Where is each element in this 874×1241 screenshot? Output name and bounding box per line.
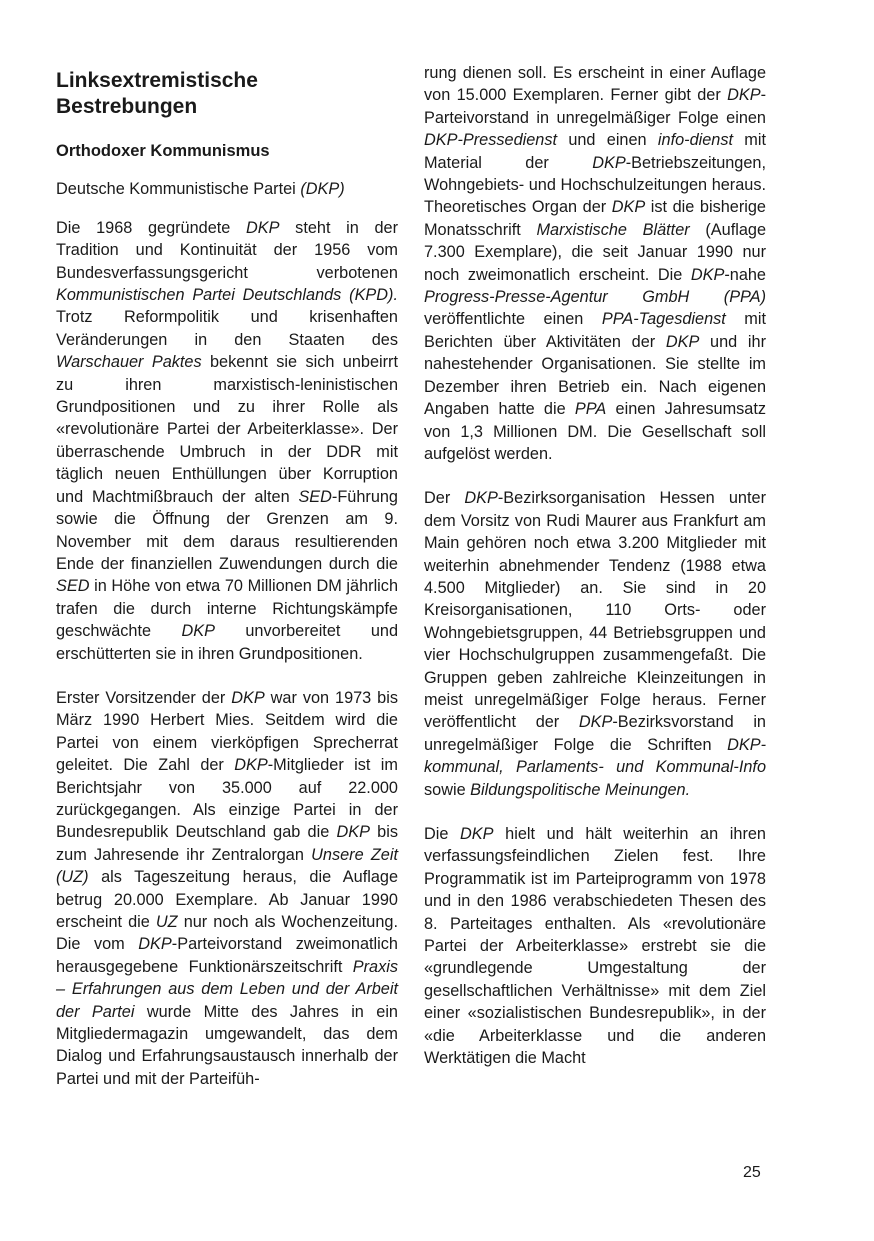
right-column — [424, 62, 766, 1091]
paragraph-4: Der DKP-Bezirksorganisation Hessen unter dem Vorsitz von Rudi Maurer aus Frankfurt am Main gehören noch etwa 3.200 Mitglieder mit weiterhin abnehmender Tendenz (1988 etwa 4.500 Mitglieder) an. Sie sind in 20 Kreisorganisationen, 110 Orts- oder Wohngebietsgruppen, 44 Betriebsgruppen und vier Hochschulgruppen zusammengefaßt. Die Gruppen geben zahlreiche Kleinzeitungen in meist unregelmäßiger Folge heraus. Ferner veröffentlicht der DKP-Bezirksvorstand in unregelmäßiger Folge die Schriften DKP-kommunal, Parlaments- und Kommunal-Info sowie Bildungspolitische Meinungen. — [424, 489, 766, 799]
paragraph-1: Die 1968 gegründete DKP steht in der Tradition und Kontinuität der 1956 vom Bundesverfassungsgericht verbotenen Kommunistischen Partei Deutschlands (KPD). Trotz Reformpolitik und krisenhaften Veränderungen in den Staaten des Warschauer Paktes bekennt sie sich unbeirrt zu ihren marxistisch-leninistischen Grundpositionen und zu ihrer Rolle als «revolutionäre Partei der Arbeiterklasse». Der überraschende Umbruch in der DDR mit täglich neuen Enthüllungen über Korruption und Machtmißbrauch der alten SED-Führung sowie die Öffnung der Grenzen am 9. November mit dem daraus resultierenden Ende der finanziellen Zuwendungen durch die SED in Höhe von etwa 70 Millionen DM jährlich trafen die durch interne Richtungskämpfe geschwächte DKP unvorbereitet und erschütterten sie in ihren Grundpositionen. — [56, 218, 399, 663]
left-column — [56, 62, 398, 1112]
page-number: 25 — [743, 1164, 761, 1181]
section-heading: Linksextremistische Bestrebungen — [56, 69, 258, 118]
subsection-heading: Orthodoxer Kommunismus — [56, 142, 270, 160]
paragraph-5: Die DKP hielt und hält weiterhin an ihren verfassungsfeindlichen Zielen fest. Ihre Programmatik ist im Parteiprogramm von 1978 und in den 1986 verabschiedeten Thesen des 8. Parteitages enthalten. Als «revolutionäre Partei der Arbeiterklasse» erstrebt sie die «grundlegende Umgestaltung der gesellschaftlichen Verhältnisse» mit dem Ziel einer «sozialistischen Bundesrepublik», in der «die Arbeiterklasse und die anderen Werktätigen die Macht — [424, 825, 766, 1068]
party-title: Deutsche Kommunistische Partei (DKP) — [56, 180, 345, 199]
paragraph-2: Erster Vorsitzender der DKP war von 1973 bis März 1990 Herbert Mies. Seitdem wird die Partei von einem vierköpfigen Sprecherrat geleitet. Die Zahl der DKP-Mitglieder ist im Berichtsjahr von 35.000 auf 22.000 zurückgegangen. Als einzige Partei in der Bundesrepublik Deutschland gab die DKP bis zum Jahresende ihr Zentralorgan Unsere Zeit (UZ) als Tageszeitung heraus, die Auflage betrug 20.000 Exemplare. Ab Januar 1990 erscheint die UZ nur noch als Wochenzeitung. Die vom DKP-Parteivorstand zweimonatlich herausgegebene Funktionärszeitschrift Praxis – Erfahrungen aus dem Leben und der Arbeit der Partei wurde Mitte des Jahres in ein Mitgliedermagazin umgewandelt, das dem Dialog und Erfahrungsaustausch innerhalb der Partei und mit der Parteifüh- — [56, 688, 398, 1088]
paragraph-3: rung dienen soll. Es erscheint in einer Auflage von 15.000 Exemplaren. Ferner gibt der DKP-Parteivorstand in unregelmäßiger Folge einen DKP-Pressedienst und einen info-dienst mit Material der DKP-Betriebszeitungen, Wohngebiets- und Hochschulzeitungen heraus. Theoretisches Organ der DKP ist die bisherige Monatsschrift Marxistische Blätter (Auflage 7.300 Exemplare), die seit Januar 1990 nur noch zweimonatlich erscheint. Die DKP-nahe Progress-Presse-Agentur GmbH (PPA) veröffentlichte einen PPA-Tagesdienst mit Berichten über Aktivitäten der DKP und ihr nahestehender Organisationen. Sie stellte im Dezember ihren Betrieb ein. Nach eigenen Angaben hatte die PPA einen Jahresumsatz von 1,3 Millionen DM. Die Gesellschaft soll aufgelöst werden. — [424, 64, 766, 463]
